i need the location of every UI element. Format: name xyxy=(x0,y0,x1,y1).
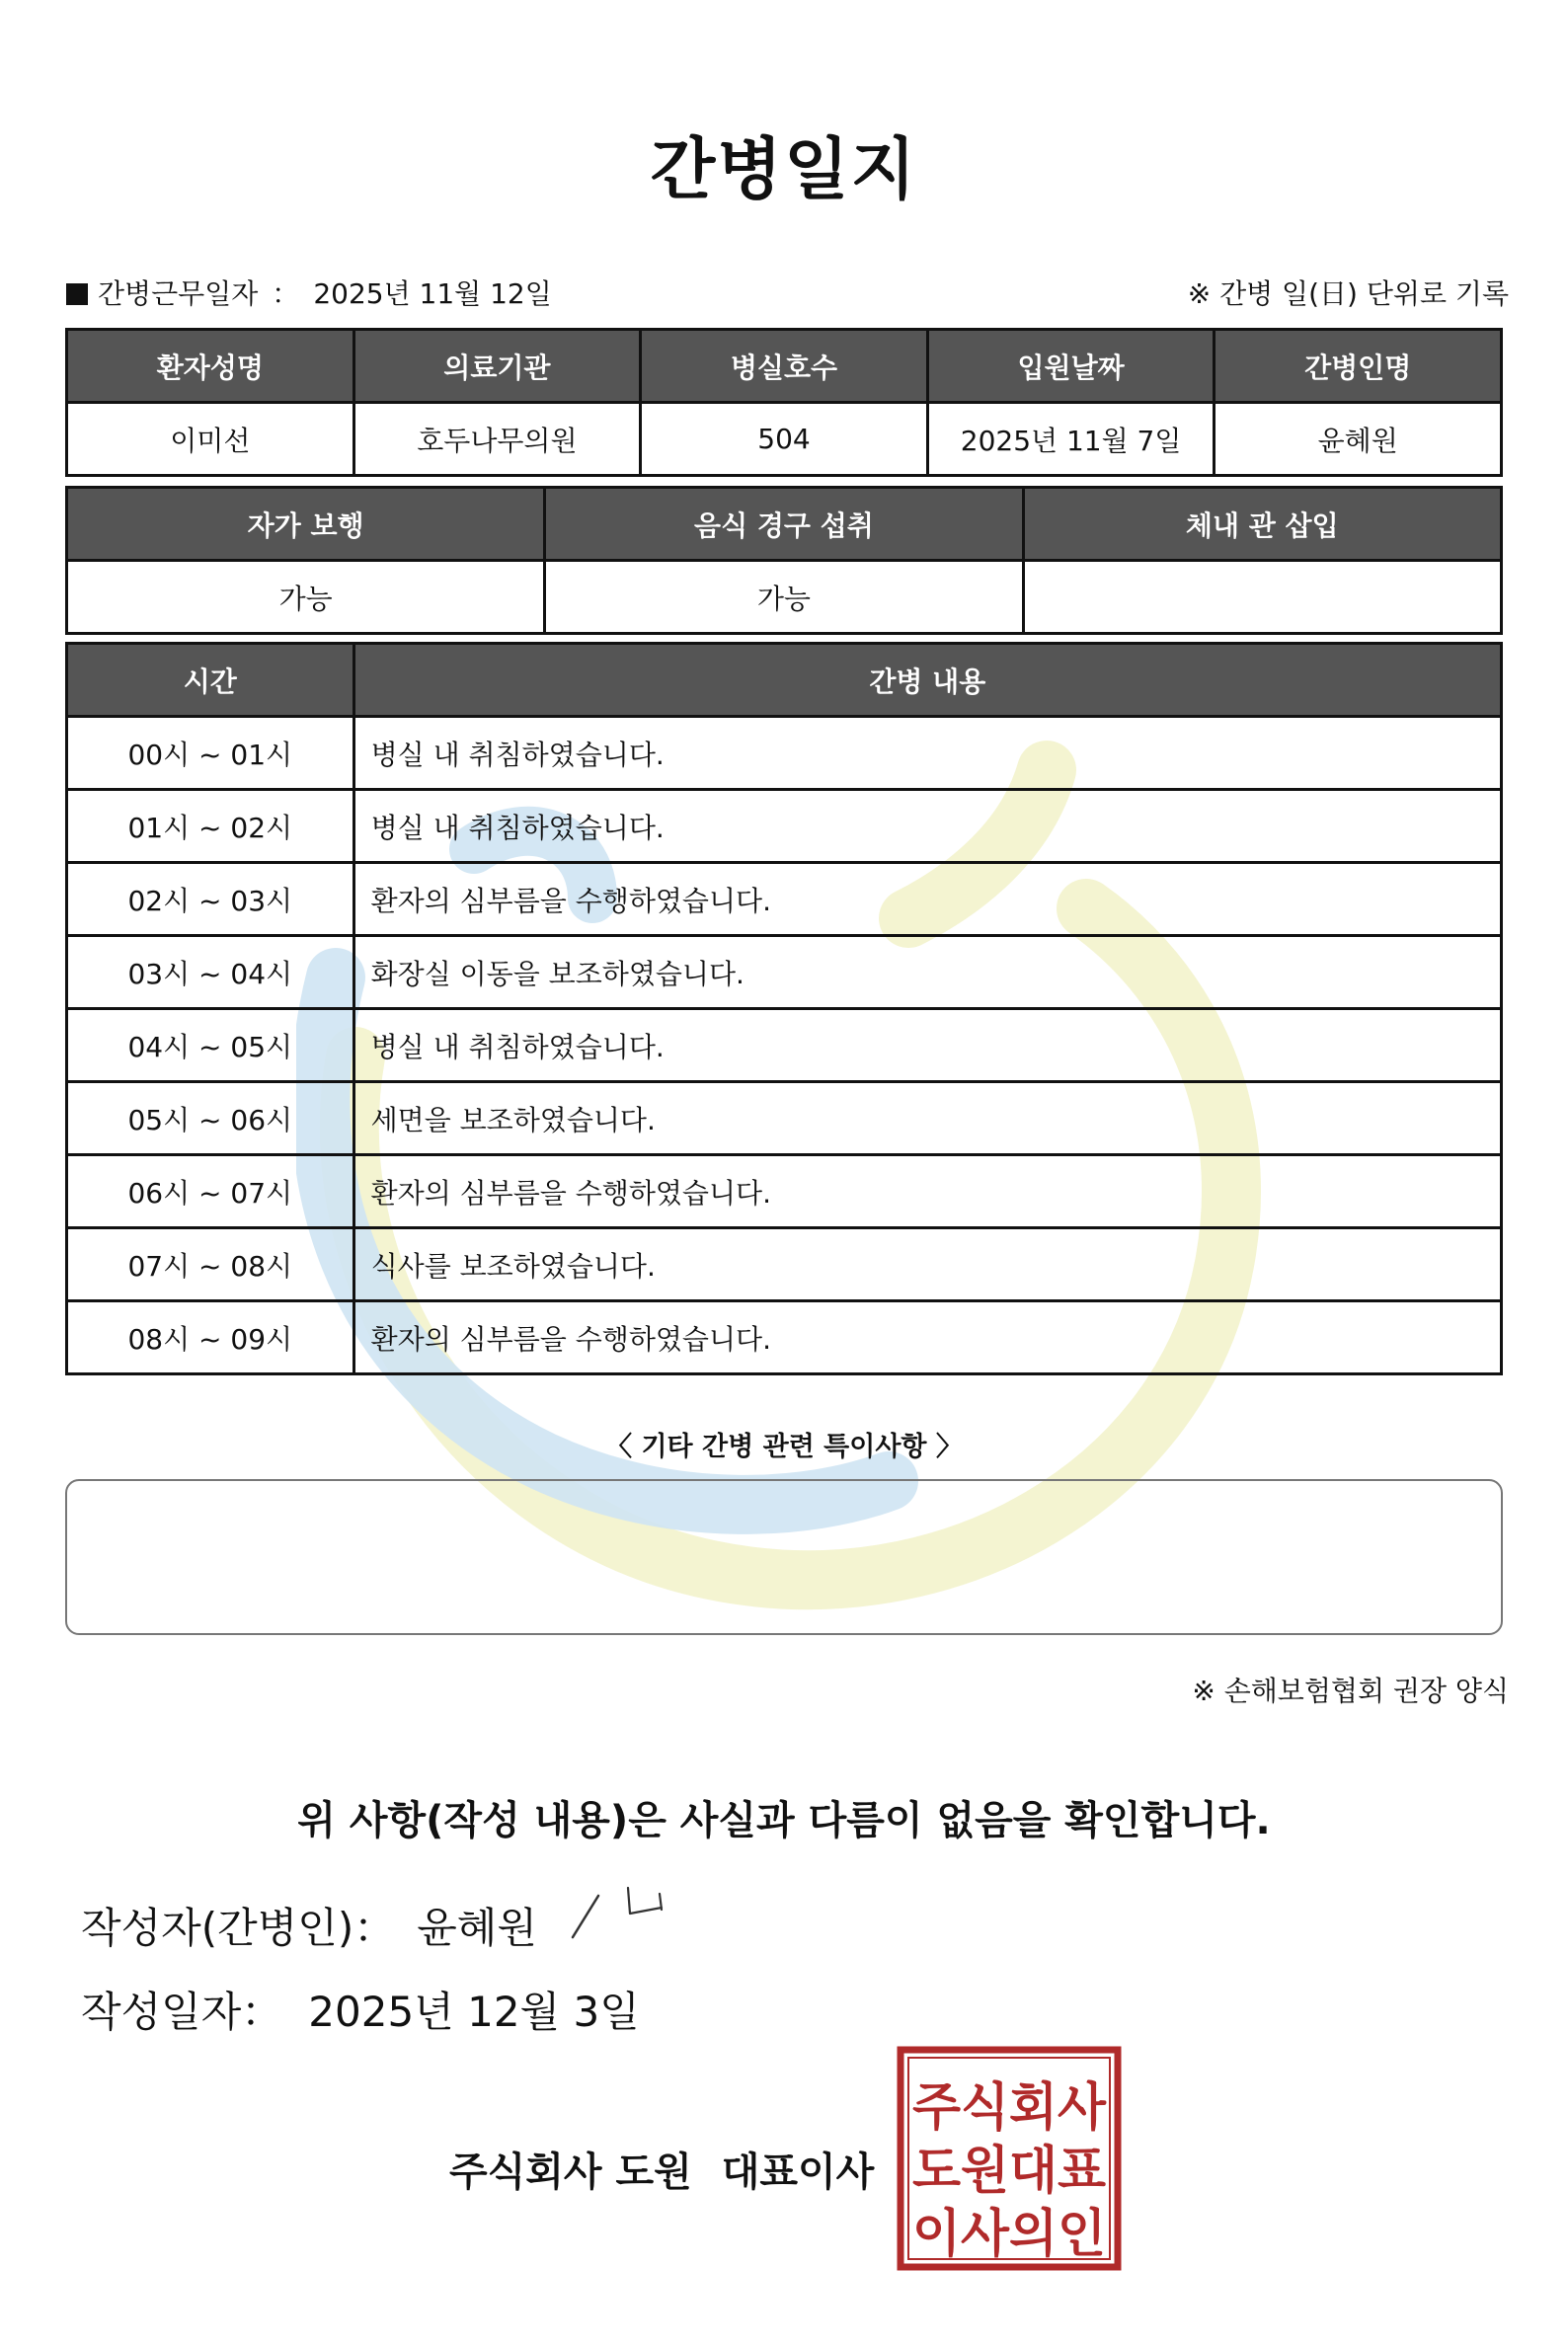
status-value-row xyxy=(67,561,1502,634)
log-time: 07시 ~ 08시 xyxy=(67,1228,354,1301)
header-room-number: 병실호수 xyxy=(641,330,928,403)
header-institution: 의료기관 xyxy=(353,330,641,403)
patient-info-table xyxy=(65,328,1503,477)
log-time: 01시 ~ 02시 xyxy=(67,790,354,863)
room-number: 504 xyxy=(641,403,928,476)
header-oral-intake: 음식 경구 섭취 xyxy=(545,488,1023,561)
self-walking: 가능 xyxy=(67,561,545,634)
svg-text:도원대표: 도원대표 xyxy=(912,2142,1106,2201)
work-date-label: 간병근무일자 xyxy=(98,277,259,310)
svg-text:주식회사: 주식회사 xyxy=(912,2078,1107,2138)
table-row xyxy=(67,790,1502,863)
table-row xyxy=(67,1301,1502,1374)
header-self-walking: 자가 보행 xyxy=(67,488,545,561)
patient-info-header-row xyxy=(67,330,1502,403)
header-tube-insertion: 체내 관 삽입 xyxy=(1023,488,1501,561)
confirmation-statement: 위 사항(작성 내용)은 사실과 다름이 없음을 확인합니다. xyxy=(297,1798,1271,1843)
log-content: 식사를 보조하였습니다. xyxy=(353,1228,1501,1301)
table-row xyxy=(67,1228,1502,1301)
table-row xyxy=(67,1009,1502,1082)
log-content: 환자의 심부름을 수행하였습니다. xyxy=(353,1301,1501,1374)
table-row xyxy=(67,1155,1502,1228)
page-title: 간병일지 xyxy=(650,131,918,209)
log-time: 05시 ~ 06시 xyxy=(67,1082,354,1155)
log-content: 병실 내 취침하였습니다. xyxy=(353,717,1501,790)
writer-label: 작성자(간병인)： xyxy=(81,1904,396,1952)
patient-info-value-row xyxy=(67,403,1502,476)
caregiver-name: 윤혜원 xyxy=(1215,403,1502,476)
notes-label: 〈 기타 간병 관련 특이사항 〉 xyxy=(605,1432,963,1462)
log-time: 08시 ~ 09시 xyxy=(67,1301,354,1374)
writer-line xyxy=(81,1896,537,1955)
log-content: 환자의 심부름을 수행하였습니다. xyxy=(353,863,1501,936)
log-time: 03시 ~ 04시 xyxy=(67,936,354,1009)
table-row xyxy=(67,936,1502,1009)
work-date-line xyxy=(66,273,552,312)
table-row xyxy=(67,717,1502,790)
work-date: 2025년 11월 12일 xyxy=(313,277,552,310)
handwritten-signature xyxy=(565,1874,673,1943)
square-bullet-icon xyxy=(66,283,88,305)
admission-date: 2025년 11월 7일 xyxy=(927,403,1215,476)
status-table xyxy=(65,486,1503,635)
log-time: 00시 ~ 01시 xyxy=(67,717,354,790)
company-seal-stamp xyxy=(897,2046,1122,2271)
write-date: 2025년 12월 3일 xyxy=(308,1988,640,2036)
log-time: 02시 ~ 03시 xyxy=(67,863,354,936)
table-row xyxy=(67,1082,1502,1155)
log-content: 병실 내 취침하였습니다. xyxy=(353,790,1501,863)
log-time: 04시 ~ 05시 xyxy=(67,1009,354,1082)
header-admission-date: 입원날짜 xyxy=(927,330,1215,403)
notes-box xyxy=(65,1479,1503,1635)
header-time: 시간 xyxy=(67,644,354,717)
company-role: 대표이사 xyxy=(721,2150,875,2195)
unit-note: ※ 간병 일(日) 단위로 기록 xyxy=(1187,277,1509,310)
header-care-content: 간병 내용 xyxy=(353,644,1501,717)
institution: 호두나무의원 xyxy=(353,403,641,476)
patient-name: 이미선 xyxy=(67,403,354,476)
care-log-header-row xyxy=(67,644,1502,717)
care-log-table xyxy=(65,642,1503,1375)
form-note: ※ 손해보험협회 권장 양식 xyxy=(1192,1675,1509,1707)
tube-insertion xyxy=(1023,561,1501,634)
log-content: 화장실 이동을 보조하였습니다. xyxy=(353,936,1501,1009)
write-date-label: 작성일자： xyxy=(81,1988,283,2036)
writer-name: 윤혜원 xyxy=(417,1904,537,1952)
status-header-row xyxy=(67,488,1502,561)
company-name: 주식회사 도원 xyxy=(449,2150,692,2195)
log-time: 06시 ~ 07시 xyxy=(67,1155,354,1228)
table-row xyxy=(67,863,1502,936)
oral-intake: 가능 xyxy=(545,561,1023,634)
header-caregiver-name: 간병인명 xyxy=(1215,330,1502,403)
svg-text:이사의인: 이사의인 xyxy=(912,2205,1106,2264)
log-content: 병실 내 취침하였습니다. xyxy=(353,1009,1501,1082)
write-date-line xyxy=(81,1980,640,2039)
header-patient-name: 환자성명 xyxy=(67,330,354,403)
work-date-sep: ： xyxy=(272,277,300,310)
company-signature-line xyxy=(449,2141,874,2197)
log-content: 세면을 보조하였습니다. xyxy=(353,1082,1501,1155)
log-content: 환자의 심부름을 수행하였습니다. xyxy=(353,1155,1501,1228)
